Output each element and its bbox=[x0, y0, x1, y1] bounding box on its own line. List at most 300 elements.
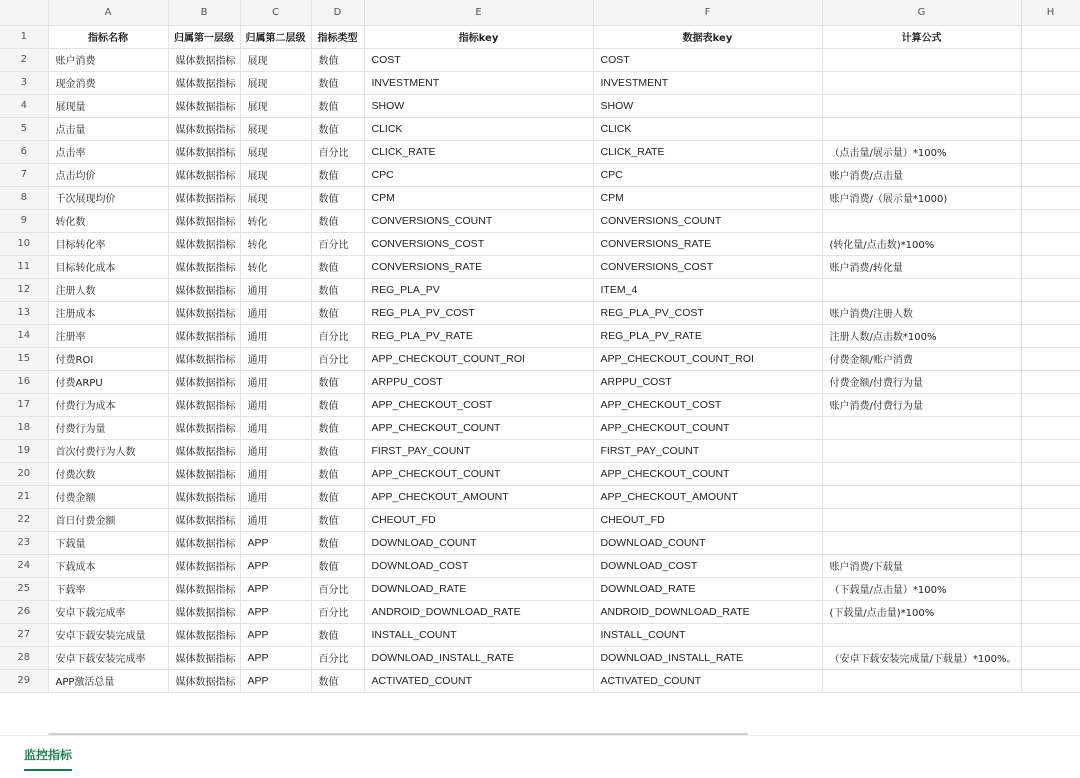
cell-d[interactable]: 数值 bbox=[311, 669, 364, 692]
cell-d[interactable]: 数值 bbox=[311, 416, 364, 439]
cell-g[interactable] bbox=[822, 439, 1021, 462]
cell-h[interactable] bbox=[1021, 531, 1080, 554]
cell-d[interactable]: 数值 bbox=[311, 531, 364, 554]
cell-f[interactable]: ARPPU_COST bbox=[593, 370, 822, 393]
table-row bbox=[0, 393, 1080, 416]
table-row bbox=[0, 186, 1080, 209]
cell-g[interactable]: (转化量/点击数)*100% bbox=[822, 232, 1021, 255]
table-row bbox=[0, 209, 1080, 232]
cell-a[interactable]: 付费ARPU bbox=[48, 370, 168, 393]
cell-a[interactable]: 付费ROI bbox=[48, 347, 168, 370]
cell-g[interactable] bbox=[822, 531, 1021, 554]
cell-h[interactable] bbox=[1021, 508, 1080, 531]
cell-g[interactable] bbox=[822, 416, 1021, 439]
cell-g[interactable] bbox=[822, 71, 1021, 94]
cell-e[interactable]: CONVERSIONS_COST bbox=[364, 232, 593, 255]
row-number[interactable]: 14 bbox=[0, 324, 48, 347]
column-header-h[interactable]: H bbox=[1021, 0, 1080, 25]
cell-e[interactable]: CLICK_RATE bbox=[364, 140, 593, 163]
row-number[interactable]: 25 bbox=[0, 577, 48, 600]
cell-f[interactable]: CPC bbox=[593, 163, 822, 186]
cell-d[interactable]: 数值 bbox=[311, 255, 364, 278]
cell-f[interactable]: APP_CHECKOUT_AMOUNT bbox=[593, 485, 822, 508]
cell-b[interactable]: 媒体数据指标 bbox=[168, 117, 240, 140]
table-row bbox=[0, 140, 1080, 163]
cell-b[interactable]: 媒体数据指标 bbox=[168, 255, 240, 278]
sheet-tab-bar bbox=[0, 735, 1080, 778]
cell-f[interactable]: APP_CHECKOUT_COST bbox=[593, 393, 822, 416]
cell-b[interactable]: 媒体数据指标 bbox=[168, 462, 240, 485]
cell-a[interactable]: APP激活总量 bbox=[48, 669, 168, 692]
cell-h[interactable] bbox=[1021, 186, 1080, 209]
cell-h[interactable] bbox=[1021, 416, 1080, 439]
cell-c[interactable]: 通用 bbox=[240, 301, 311, 324]
cell-g[interactable] bbox=[822, 669, 1021, 692]
cell-a[interactable]: 展现量 bbox=[48, 94, 168, 117]
cell-g[interactable] bbox=[822, 48, 1021, 71]
column-header-a[interactable]: A bbox=[48, 0, 168, 25]
cell-f[interactable]: CLICK bbox=[593, 117, 822, 140]
cell-a[interactable]: 安卓下载完成率 bbox=[48, 600, 168, 623]
cell-d[interactable]: 数值 bbox=[311, 393, 364, 416]
cell-e[interactable]: APP_CHECKOUT_COST bbox=[364, 393, 593, 416]
cell-b[interactable]: 媒体数据指标 bbox=[168, 508, 240, 531]
cell-a[interactable]: 注册成本 bbox=[48, 301, 168, 324]
cell-c[interactable]: 归属第二层级 bbox=[240, 25, 311, 48]
cell-e[interactable]: CONVERSIONS_COUNT bbox=[364, 209, 593, 232]
cell-c[interactable]: 转化 bbox=[240, 232, 311, 255]
cell-g[interactable]: 付费金额/付费行为量 bbox=[822, 370, 1021, 393]
cell-c[interactable]: 转化 bbox=[240, 209, 311, 232]
table-row bbox=[0, 255, 1080, 278]
cell-d[interactable]: 数值 bbox=[311, 462, 364, 485]
cell-g[interactable]: 账户消费/点击量 bbox=[822, 163, 1021, 186]
cell-h[interactable] bbox=[1021, 278, 1080, 301]
cell-b[interactable]: 媒体数据指标 bbox=[168, 278, 240, 301]
cell-h[interactable] bbox=[1021, 623, 1080, 646]
cell-h[interactable] bbox=[1021, 600, 1080, 623]
cell-c[interactable]: 通用 bbox=[240, 393, 311, 416]
row-number[interactable]: 22 bbox=[0, 508, 48, 531]
cell-b[interactable]: 媒体数据指标 bbox=[168, 439, 240, 462]
cell-b[interactable]: 媒体数据指标 bbox=[168, 416, 240, 439]
cell-h[interactable] bbox=[1021, 94, 1080, 117]
cell-c[interactable]: 通用 bbox=[240, 416, 311, 439]
cell-a[interactable]: 指标名称 bbox=[48, 25, 168, 48]
cell-e[interactable]: FIRST_PAY_COUNT bbox=[364, 439, 593, 462]
cell-g[interactable] bbox=[822, 209, 1021, 232]
cell-d[interactable]: 数值 bbox=[311, 209, 364, 232]
cell-g[interactable] bbox=[822, 94, 1021, 117]
cell-g[interactable]: 付费金额/账户消费 bbox=[822, 347, 1021, 370]
cell-c[interactable]: APP bbox=[240, 554, 311, 577]
row-number[interactable]: 17 bbox=[0, 393, 48, 416]
cell-h[interactable] bbox=[1021, 577, 1080, 600]
cell-a[interactable]: 安卓下载安装完成率 bbox=[48, 646, 168, 669]
cell-e[interactable]: CPC bbox=[364, 163, 593, 186]
cell-d[interactable]: 数值 bbox=[311, 278, 364, 301]
cell-d[interactable]: 百分比 bbox=[311, 324, 364, 347]
cell-h[interactable] bbox=[1021, 209, 1080, 232]
cell-h[interactable] bbox=[1021, 439, 1080, 462]
row-number[interactable]: 28 bbox=[0, 646, 48, 669]
cell-c[interactable]: 展现 bbox=[240, 48, 311, 71]
cell-e[interactable]: APP_CHECKOUT_COUNT bbox=[364, 462, 593, 485]
cell-f[interactable]: DOWNLOAD_INSTALL_RATE bbox=[593, 646, 822, 669]
table-row bbox=[0, 554, 1080, 577]
row-number[interactable]: 7 bbox=[0, 163, 48, 186]
cell-c[interactable]: 展现 bbox=[240, 71, 311, 94]
table-row bbox=[0, 646, 1080, 669]
cell-b[interactable]: 归属第一层级 bbox=[168, 25, 240, 48]
cell-d[interactable]: 百分比 bbox=[311, 232, 364, 255]
cell-f[interactable]: APP_CHECKOUT_COUNT bbox=[593, 416, 822, 439]
cell-a[interactable]: 安卓下载安装完成量 bbox=[48, 623, 168, 646]
cell-h[interactable] bbox=[1021, 301, 1080, 324]
row-number[interactable]: 6 bbox=[0, 140, 48, 163]
row-number[interactable]: 8 bbox=[0, 186, 48, 209]
row-number[interactable]: 9 bbox=[0, 209, 48, 232]
cell-c[interactable]: 转化 bbox=[240, 255, 311, 278]
cell-d[interactable]: 百分比 bbox=[311, 347, 364, 370]
cell-f[interactable]: COST bbox=[593, 48, 822, 71]
cell-d[interactable]: 百分比 bbox=[311, 600, 364, 623]
row-number[interactable]: 11 bbox=[0, 255, 48, 278]
cell-f[interactable]: INVESTMENT bbox=[593, 71, 822, 94]
table-row bbox=[0, 623, 1080, 646]
cell-e[interactable]: APP_CHECKOUT_AMOUNT bbox=[364, 485, 593, 508]
cell-g[interactable] bbox=[822, 462, 1021, 485]
sheet-tab-monitor-metrics[interactable]: 监控指标 bbox=[24, 746, 72, 771]
cell-c[interactable]: 通用 bbox=[240, 439, 311, 462]
cell-f[interactable]: ACTIVATED_COUNT bbox=[593, 669, 822, 692]
cell-a[interactable]: 下载量 bbox=[48, 531, 168, 554]
cell-h[interactable] bbox=[1021, 71, 1080, 94]
cell-g[interactable]: 注册人数/点击数*100% bbox=[822, 324, 1021, 347]
cell-g[interactable]: 账户消费/下载量 bbox=[822, 554, 1021, 577]
cell-f[interactable]: CHEOUT_FD bbox=[593, 508, 822, 531]
cell-a[interactable]: 注册人数 bbox=[48, 278, 168, 301]
cell-a[interactable]: 点击均价 bbox=[48, 163, 168, 186]
cell-a[interactable]: 千次展现均价 bbox=[48, 186, 168, 209]
cell-c[interactable]: 展现 bbox=[240, 94, 311, 117]
cell-e[interactable]: ACTIVATED_COUNT bbox=[364, 669, 593, 692]
cell-b[interactable]: 媒体数据指标 bbox=[168, 623, 240, 646]
row-number[interactable]: 4 bbox=[0, 94, 48, 117]
cell-h[interactable] bbox=[1021, 163, 1080, 186]
cell-a[interactable]: 付费金额 bbox=[48, 485, 168, 508]
cell-d[interactable]: 数值 bbox=[311, 370, 364, 393]
row-number[interactable]: 12 bbox=[0, 278, 48, 301]
table-row bbox=[0, 416, 1080, 439]
cell-d[interactable]: 百分比 bbox=[311, 577, 364, 600]
row-number[interactable]: 5 bbox=[0, 117, 48, 140]
cell-f[interactable]: INSTALL_COUNT bbox=[593, 623, 822, 646]
cell-h[interactable] bbox=[1021, 117, 1080, 140]
cell-a[interactable]: 首日付费金额 bbox=[48, 508, 168, 531]
cell-b[interactable]: 媒体数据指标 bbox=[168, 209, 240, 232]
cell-a[interactable]: 账户消费 bbox=[48, 48, 168, 71]
table-row bbox=[0, 324, 1080, 347]
cell-f[interactable]: SHOW bbox=[593, 94, 822, 117]
cell-f[interactable]: DOWNLOAD_COUNT bbox=[593, 531, 822, 554]
cell-g[interactable] bbox=[822, 117, 1021, 140]
cell-e[interactable]: APP_CHECKOUT_COUNT_ROI bbox=[364, 347, 593, 370]
cell-b[interactable]: 媒体数据指标 bbox=[168, 186, 240, 209]
table-row bbox=[0, 278, 1080, 301]
cell-c[interactable]: APP bbox=[240, 669, 311, 692]
cell-a[interactable]: 首次付费行为人数 bbox=[48, 439, 168, 462]
cell-e[interactable]: DOWNLOAD_INSTALL_RATE bbox=[364, 646, 593, 669]
cell-h[interactable] bbox=[1021, 25, 1080, 48]
cell-b[interactable]: 媒体数据指标 bbox=[168, 232, 240, 255]
cell-f[interactable]: ANDROID_DOWNLOAD_RATE bbox=[593, 600, 822, 623]
cell-e[interactable]: REG_PLA_PV_RATE bbox=[364, 324, 593, 347]
cell-h[interactable] bbox=[1021, 485, 1080, 508]
table-row bbox=[0, 163, 1080, 186]
row-number[interactable]: 3 bbox=[0, 71, 48, 94]
cell-e[interactable]: REG_PLA_PV_COST bbox=[364, 301, 593, 324]
cell-b[interactable]: 媒体数据指标 bbox=[168, 577, 240, 600]
cell-d[interactable]: 数值 bbox=[311, 301, 364, 324]
cell-d[interactable]: 数值 bbox=[311, 186, 364, 209]
row-number[interactable]: 15 bbox=[0, 347, 48, 370]
cell-d[interactable]: 数值 bbox=[311, 94, 364, 117]
cell-c[interactable]: 通用 bbox=[240, 347, 311, 370]
cell-d[interactable]: 数值 bbox=[311, 485, 364, 508]
cell-e[interactable]: SHOW bbox=[364, 94, 593, 117]
table-row bbox=[0, 669, 1080, 692]
cell-e[interactable]: DOWNLOAD_RATE bbox=[364, 577, 593, 600]
cell-b[interactable]: 媒体数据指标 bbox=[168, 94, 240, 117]
cell-a[interactable]: 下载率 bbox=[48, 577, 168, 600]
cell-e[interactable]: REG_PLA_PV bbox=[364, 278, 593, 301]
cell-a[interactable]: 注册率 bbox=[48, 324, 168, 347]
cell-b[interactable]: 媒体数据指标 bbox=[168, 71, 240, 94]
cell-c[interactable]: 通用 bbox=[240, 370, 311, 393]
table-row bbox=[0, 301, 1080, 324]
cell-a[interactable]: 付费行为成本 bbox=[48, 393, 168, 416]
cell-a[interactable]: 付费行为量 bbox=[48, 416, 168, 439]
cell-c[interactable]: 通用 bbox=[240, 278, 311, 301]
cell-c[interactable]: APP bbox=[240, 577, 311, 600]
column-header-f[interactable]: F bbox=[593, 0, 822, 25]
row-number[interactable]: 23 bbox=[0, 531, 48, 554]
cell-a[interactable]: 目标转化成本 bbox=[48, 255, 168, 278]
cell-b[interactable]: 媒体数据指标 bbox=[168, 554, 240, 577]
cell-h[interactable] bbox=[1021, 48, 1080, 71]
cell-h[interactable] bbox=[1021, 646, 1080, 669]
cell-c[interactable]: APP bbox=[240, 646, 311, 669]
cell-b[interactable]: 媒体数据指标 bbox=[168, 163, 240, 186]
cell-a[interactable]: 转化数 bbox=[48, 209, 168, 232]
cell-b[interactable]: 媒体数据指标 bbox=[168, 370, 240, 393]
cell-a[interactable]: 现金消费 bbox=[48, 71, 168, 94]
cell-d[interactable]: 数值 bbox=[311, 508, 364, 531]
row-number[interactable]: 20 bbox=[0, 462, 48, 485]
row-number[interactable]: 19 bbox=[0, 439, 48, 462]
table-row bbox=[0, 370, 1080, 393]
row-number[interactable]: 10 bbox=[0, 232, 48, 255]
cell-b[interactable]: 媒体数据指标 bbox=[168, 646, 240, 669]
cell-e[interactable]: APP_CHECKOUT_COUNT bbox=[364, 416, 593, 439]
cell-f[interactable]: CONVERSIONS_RATE bbox=[593, 232, 822, 255]
cell-f[interactable]: CONVERSIONS_COUNT bbox=[593, 209, 822, 232]
cell-f[interactable]: REG_PLA_PV_RATE bbox=[593, 324, 822, 347]
row-number[interactable]: 16 bbox=[0, 370, 48, 393]
cell-b[interactable]: 媒体数据指标 bbox=[168, 485, 240, 508]
cell-b[interactable]: 媒体数据指标 bbox=[168, 324, 240, 347]
cell-g[interactable]: （下载量/点击量）*100% bbox=[822, 577, 1021, 600]
table-row bbox=[0, 347, 1080, 370]
cell-g[interactable]: 账户消费/（展示量*1000) bbox=[822, 186, 1021, 209]
table-row bbox=[0, 531, 1080, 554]
table-row bbox=[0, 508, 1080, 531]
cell-g[interactable] bbox=[822, 623, 1021, 646]
cell-f[interactable]: CONVERSIONS_COST bbox=[593, 255, 822, 278]
cell-f[interactable]: CPM bbox=[593, 186, 822, 209]
cell-g[interactable]: （点击量/展示量）*100% bbox=[822, 140, 1021, 163]
cell-c[interactable]: 展现 bbox=[240, 186, 311, 209]
cell-e[interactable]: CLICK bbox=[364, 117, 593, 140]
cell-b[interactable]: 媒体数据指标 bbox=[168, 347, 240, 370]
cell-f[interactable]: APP_CHECKOUT_COUNT bbox=[593, 462, 822, 485]
table-row bbox=[0, 439, 1080, 462]
cell-g[interactable]: (下载量/点击量)*100% bbox=[822, 600, 1021, 623]
cell-g[interactable] bbox=[822, 485, 1021, 508]
cell-h[interactable] bbox=[1021, 140, 1080, 163]
table-row bbox=[0, 462, 1080, 485]
cell-h[interactable] bbox=[1021, 370, 1080, 393]
table-row bbox=[0, 232, 1080, 255]
table-row bbox=[0, 71, 1080, 94]
cell-d[interactable]: 百分比 bbox=[311, 646, 364, 669]
cell-e[interactable]: 指标key bbox=[364, 25, 593, 48]
cell-d[interactable]: 数值 bbox=[311, 117, 364, 140]
table-row bbox=[0, 600, 1080, 623]
cell-f[interactable]: REG_PLA_PV_COST bbox=[593, 301, 822, 324]
table-row bbox=[0, 48, 1080, 71]
select-all-corner[interactable] bbox=[0, 0, 48, 25]
cell-e[interactable]: INVESTMENT bbox=[364, 71, 593, 94]
cell-e[interactable]: CHEOUT_FD bbox=[364, 508, 593, 531]
cell-d[interactable]: 数值 bbox=[311, 163, 364, 186]
cell-f[interactable]: ITEM_4 bbox=[593, 278, 822, 301]
cell-h[interactable] bbox=[1021, 554, 1080, 577]
cell-h[interactable] bbox=[1021, 347, 1080, 370]
cell-e[interactable]: CONVERSIONS_RATE bbox=[364, 255, 593, 278]
table-row bbox=[0, 117, 1080, 140]
cell-g[interactable] bbox=[822, 508, 1021, 531]
cell-d[interactable]: 数值 bbox=[311, 554, 364, 577]
cell-c[interactable]: 通用 bbox=[240, 508, 311, 531]
cell-c[interactable]: APP bbox=[240, 531, 311, 554]
column-header-b[interactable]: B bbox=[168, 0, 240, 25]
cell-f[interactable]: DOWNLOAD_COST bbox=[593, 554, 822, 577]
cell-h[interactable] bbox=[1021, 669, 1080, 692]
cell-g[interactable]: 账户消费/转化量 bbox=[822, 255, 1021, 278]
cell-e[interactable]: DOWNLOAD_COUNT bbox=[364, 531, 593, 554]
row-number[interactable]: 13 bbox=[0, 301, 48, 324]
row-number[interactable]: 18 bbox=[0, 416, 48, 439]
cell-e[interactable]: COST bbox=[364, 48, 593, 71]
cell-b[interactable]: 媒体数据指标 bbox=[168, 600, 240, 623]
cell-c[interactable]: 通用 bbox=[240, 462, 311, 485]
cell-c[interactable]: 展现 bbox=[240, 117, 311, 140]
cell-f[interactable]: APP_CHECKOUT_COUNT_ROI bbox=[593, 347, 822, 370]
cell-c[interactable]: APP bbox=[240, 600, 311, 623]
cell-d[interactable]: 指标类型 bbox=[311, 25, 364, 48]
cell-g[interactable]: 计算公式 bbox=[822, 25, 1021, 48]
cell-b[interactable]: 媒体数据指标 bbox=[168, 669, 240, 692]
cell-d[interactable]: 数值 bbox=[311, 623, 364, 646]
cell-b[interactable]: 媒体数据指标 bbox=[168, 393, 240, 416]
cell-f[interactable]: 数据表key bbox=[593, 25, 822, 48]
cell-g[interactable]: （安卓下载安装完成量/下载量）*100%。 bbox=[822, 646, 1021, 669]
row-number[interactable]: 2 bbox=[0, 48, 48, 71]
cell-a[interactable]: 目标转化率 bbox=[48, 232, 168, 255]
cell-h[interactable] bbox=[1021, 324, 1080, 347]
cell-h[interactable] bbox=[1021, 462, 1080, 485]
cell-a[interactable]: 下载成本 bbox=[48, 554, 168, 577]
cell-g[interactable]: 账户消费/付费行为量 bbox=[822, 393, 1021, 416]
cell-e[interactable]: DOWNLOAD_COST bbox=[364, 554, 593, 577]
cell-a[interactable]: 点击率 bbox=[48, 140, 168, 163]
row-number[interactable]: 1 bbox=[0, 25, 48, 48]
cell-e[interactable]: ANDROID_DOWNLOAD_RATE bbox=[364, 600, 593, 623]
cell-c[interactable]: APP bbox=[240, 623, 311, 646]
row-number[interactable]: 29 bbox=[0, 669, 48, 692]
cell-d[interactable]: 数值 bbox=[311, 71, 364, 94]
cell-a[interactable]: 点击量 bbox=[48, 117, 168, 140]
cell-h[interactable] bbox=[1021, 232, 1080, 255]
row-number[interactable]: 21 bbox=[0, 485, 48, 508]
cell-e[interactable]: INSTALL_COUNT bbox=[364, 623, 593, 646]
cell-c[interactable]: 展现 bbox=[240, 163, 311, 186]
cell-h[interactable] bbox=[1021, 255, 1080, 278]
cell-g[interactable]: 账户消费/注册人数 bbox=[822, 301, 1021, 324]
column-header-d[interactable]: D bbox=[311, 0, 364, 25]
row-number[interactable]: 24 bbox=[0, 554, 48, 577]
table-header-row bbox=[0, 25, 1080, 48]
cell-e[interactable]: CPM bbox=[364, 186, 593, 209]
cell-f[interactable]: FIRST_PAY_COUNT bbox=[593, 439, 822, 462]
cell-c[interactable]: 展现 bbox=[240, 140, 311, 163]
column-header-e[interactable]: E bbox=[364, 0, 593, 25]
cell-b[interactable]: 媒体数据指标 bbox=[168, 531, 240, 554]
cell-d[interactable]: 百分比 bbox=[311, 140, 364, 163]
column-header-c[interactable]: C bbox=[240, 0, 311, 25]
cell-d[interactable]: 数值 bbox=[311, 439, 364, 462]
cell-g[interactable] bbox=[822, 278, 1021, 301]
row-number[interactable]: 27 bbox=[0, 623, 48, 646]
cell-c[interactable]: 通用 bbox=[240, 324, 311, 347]
cell-f[interactable]: DOWNLOAD_RATE bbox=[593, 577, 822, 600]
cell-e[interactable]: ARPPU_COST bbox=[364, 370, 593, 393]
cell-b[interactable]: 媒体数据指标 bbox=[168, 48, 240, 71]
cell-d[interactable]: 数值 bbox=[311, 48, 364, 71]
row-number[interactable]: 26 bbox=[0, 600, 48, 623]
cell-b[interactable]: 媒体数据指标 bbox=[168, 140, 240, 163]
table-row bbox=[0, 485, 1080, 508]
cell-f[interactable]: CLICK_RATE bbox=[593, 140, 822, 163]
cell-b[interactable]: 媒体数据指标 bbox=[168, 301, 240, 324]
cell-h[interactable] bbox=[1021, 393, 1080, 416]
table-row bbox=[0, 94, 1080, 117]
cell-a[interactable]: 付费次数 bbox=[48, 462, 168, 485]
column-header-g[interactable]: G bbox=[822, 0, 1021, 25]
cell-c[interactable]: 通用 bbox=[240, 485, 311, 508]
